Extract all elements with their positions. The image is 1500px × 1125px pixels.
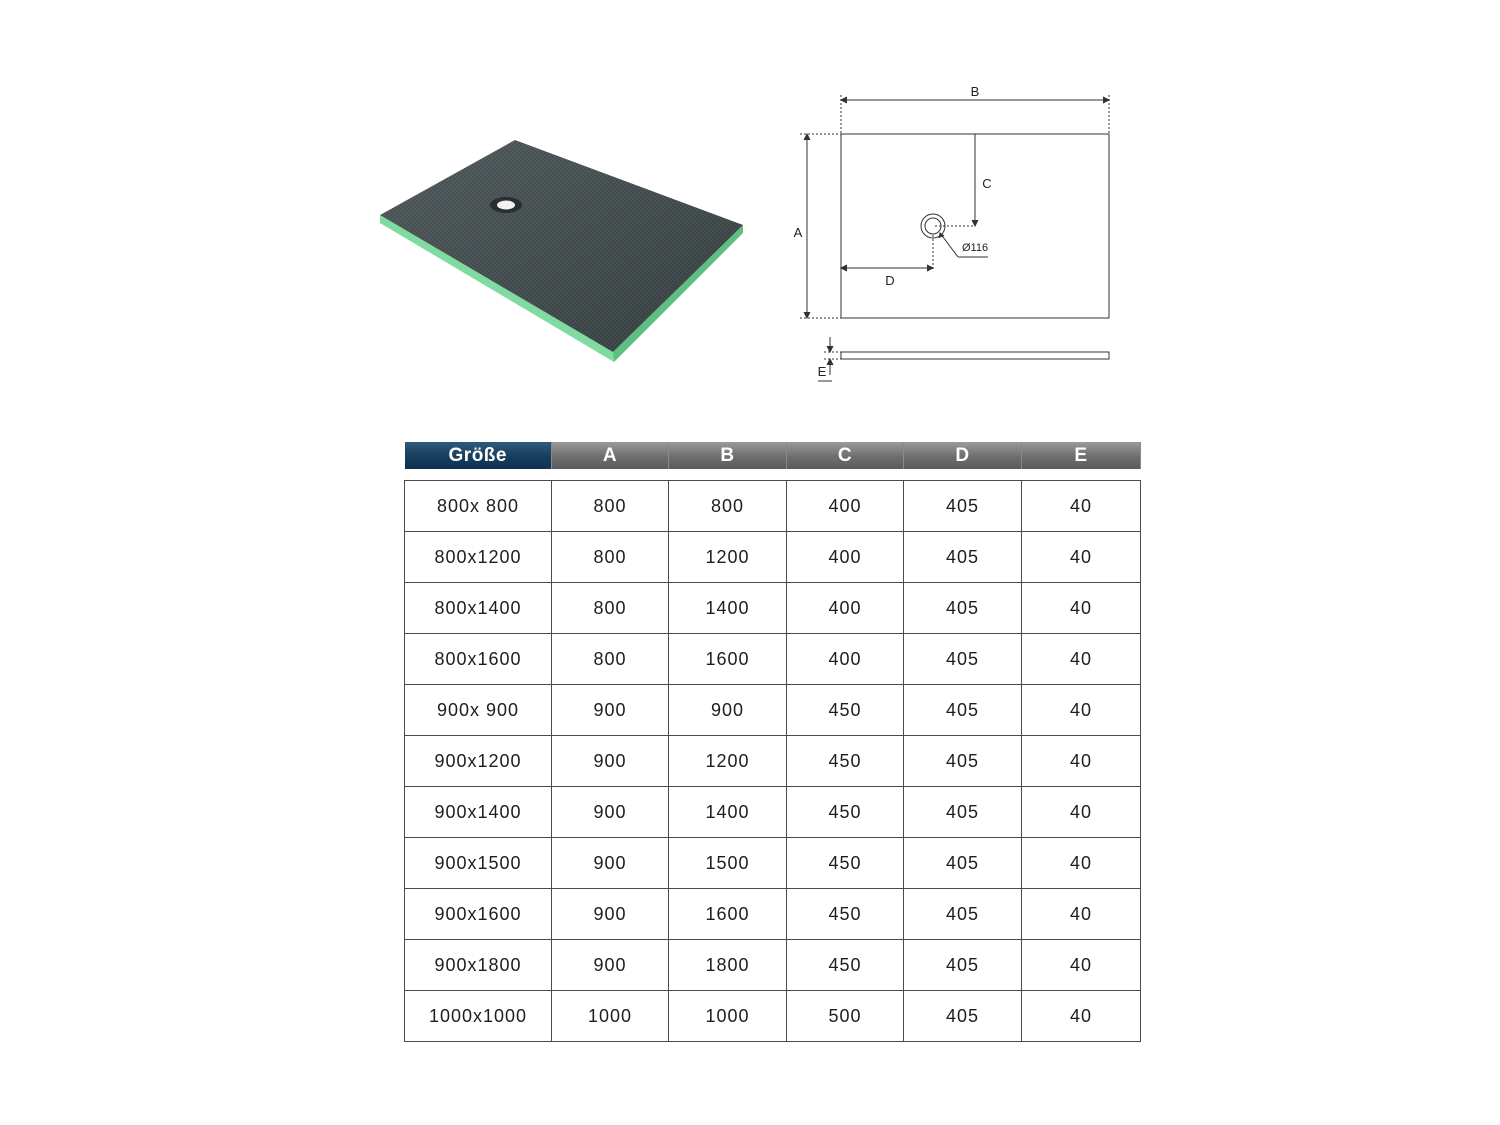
cell-size: 800x 800 bbox=[405, 481, 552, 532]
cell-b: 800 bbox=[669, 481, 787, 532]
cell-d: 405 bbox=[904, 889, 1022, 940]
cell-c: 450 bbox=[787, 685, 904, 736]
cell-size: 800x1400 bbox=[405, 583, 552, 634]
cell-e: 40 bbox=[1022, 991, 1141, 1042]
cell-e: 40 bbox=[1022, 532, 1141, 583]
dimension-diagram bbox=[780, 75, 1140, 395]
cell-e: 40 bbox=[1022, 634, 1141, 685]
label-drain-diameter: Ø116 bbox=[962, 242, 989, 254]
cell-a: 800 bbox=[552, 634, 669, 685]
label-c: C bbox=[982, 176, 992, 191]
label-a: A bbox=[793, 225, 803, 240]
cell-d: 405 bbox=[904, 838, 1022, 889]
cell-b: 1400 bbox=[669, 787, 787, 838]
header-c: C bbox=[787, 442, 904, 469]
cell-a: 900 bbox=[552, 838, 669, 889]
cell-b: 1400 bbox=[669, 583, 787, 634]
table-row bbox=[405, 940, 1141, 991]
table-row bbox=[405, 634, 1141, 685]
cell-d: 405 bbox=[904, 787, 1022, 838]
cell-c: 400 bbox=[787, 634, 904, 685]
header-d: D bbox=[904, 442, 1022, 469]
cell-d: 405 bbox=[904, 685, 1022, 736]
cell-c: 450 bbox=[787, 940, 904, 991]
cell-size: 900x 900 bbox=[405, 685, 552, 736]
cell-b: 1600 bbox=[669, 634, 787, 685]
cell-size: 800x1600 bbox=[405, 634, 552, 685]
drain-hole-icon bbox=[490, 197, 522, 213]
table-header-row bbox=[405, 442, 1141, 469]
table-row bbox=[405, 532, 1141, 583]
cell-b: 1600 bbox=[669, 889, 787, 940]
cell-b: 1200 bbox=[669, 532, 787, 583]
cell-a: 900 bbox=[552, 940, 669, 991]
table-row bbox=[405, 991, 1141, 1042]
cell-d: 405 bbox=[904, 481, 1022, 532]
cell-c: 400 bbox=[787, 583, 904, 634]
cell-size: 800x1200 bbox=[405, 532, 552, 583]
cell-size: 1000x1000 bbox=[405, 991, 552, 1042]
cell-b: 900 bbox=[669, 685, 787, 736]
cell-size: 900x1600 bbox=[405, 889, 552, 940]
header-spacer bbox=[405, 469, 1141, 481]
side-view-outline bbox=[841, 352, 1109, 359]
cell-a: 800 bbox=[552, 583, 669, 634]
cell-e: 40 bbox=[1022, 736, 1141, 787]
cell-a: 900 bbox=[552, 685, 669, 736]
cell-size: 900x1200 bbox=[405, 736, 552, 787]
cell-a: 800 bbox=[552, 481, 669, 532]
header-a: A bbox=[552, 442, 669, 469]
cell-a: 1000 bbox=[552, 991, 669, 1042]
cell-d: 405 bbox=[904, 991, 1022, 1042]
label-d: D bbox=[885, 273, 895, 288]
label-b: B bbox=[970, 84, 980, 99]
cell-e: 40 bbox=[1022, 583, 1141, 634]
label-e: E bbox=[817, 364, 827, 379]
cell-c: 450 bbox=[787, 889, 904, 940]
cell-a: 800 bbox=[552, 532, 669, 583]
header-size: Größe bbox=[405, 442, 552, 469]
table-row bbox=[405, 583, 1141, 634]
cell-c: 400 bbox=[787, 532, 904, 583]
cell-e: 40 bbox=[1022, 940, 1141, 991]
size-table bbox=[404, 442, 1141, 1042]
cell-c: 450 bbox=[787, 838, 904, 889]
table-row bbox=[405, 838, 1141, 889]
cell-b: 1000 bbox=[669, 991, 787, 1042]
table-row bbox=[405, 736, 1141, 787]
cell-a: 900 bbox=[552, 889, 669, 940]
cell-d: 405 bbox=[904, 940, 1022, 991]
cell-d: 405 bbox=[904, 634, 1022, 685]
table-row bbox=[405, 481, 1141, 532]
cell-e: 40 bbox=[1022, 685, 1141, 736]
cell-e: 40 bbox=[1022, 838, 1141, 889]
cell-size: 900x1800 bbox=[405, 940, 552, 991]
table-row bbox=[405, 787, 1141, 838]
cell-size: 900x1500 bbox=[405, 838, 552, 889]
shower-board-image bbox=[370, 130, 760, 370]
cell-a: 900 bbox=[552, 787, 669, 838]
table-row bbox=[405, 889, 1141, 940]
cell-b: 1500 bbox=[669, 838, 787, 889]
cell-c: 500 bbox=[787, 991, 904, 1042]
cell-d: 405 bbox=[904, 532, 1022, 583]
cell-d: 405 bbox=[904, 583, 1022, 634]
cell-c: 450 bbox=[787, 736, 904, 787]
cell-size: 900x1400 bbox=[405, 787, 552, 838]
cell-e: 40 bbox=[1022, 889, 1141, 940]
cell-b: 1200 bbox=[669, 736, 787, 787]
cell-c: 450 bbox=[787, 787, 904, 838]
table-row bbox=[405, 685, 1141, 736]
cell-e: 40 bbox=[1022, 481, 1141, 532]
cell-d: 405 bbox=[904, 736, 1022, 787]
cell-b: 1800 bbox=[669, 940, 787, 991]
cell-a: 900 bbox=[552, 736, 669, 787]
header-e: E bbox=[1022, 442, 1141, 469]
cell-e: 40 bbox=[1022, 787, 1141, 838]
cell-c: 400 bbox=[787, 481, 904, 532]
header-b: B bbox=[669, 442, 787, 469]
